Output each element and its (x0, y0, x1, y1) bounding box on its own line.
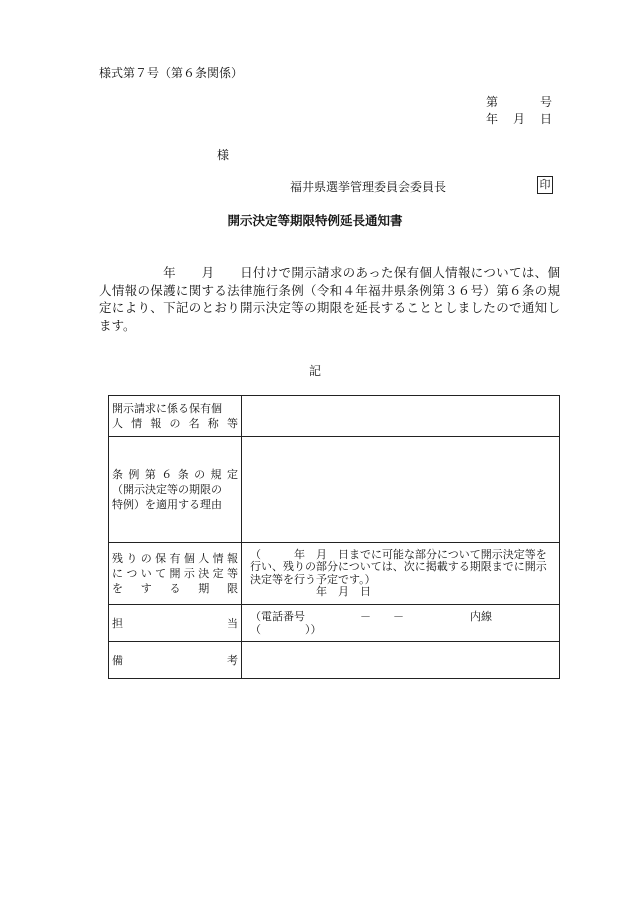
row-label-remaining-period: 残 り の 保 有 個 人 情 報 に つ い て 開 示 決 定 等 を す る 期 限 (109, 543, 242, 605)
table-row (109, 396, 560, 437)
table-row (109, 605, 560, 642)
day-label: 日 (539, 112, 552, 126)
row-label-contact: 担 当 (109, 605, 242, 642)
table-row (109, 543, 560, 605)
info-table (108, 395, 560, 679)
contact-field[interactable]: （電話番号 － － 内線（ ）） (242, 605, 560, 642)
notice-body: 年 月 日付けで開示請求のあった保有個人情報については、個人情報の保護に関する法律施行条例（令和４年福井県条例第３６号）第６条の規定により、下記のとおり開示決定等の期限を延長することとしましたので通知します。 (99, 265, 560, 333)
document-title: 開示決定等期限特例延長通知書 (227, 213, 403, 228)
issue-date (486, 110, 552, 127)
year-label: 年 (486, 112, 499, 126)
form-number: 様式第７号（第６条関係） (99, 66, 244, 80)
table-row (109, 437, 560, 543)
number-suffix: 号 (539, 95, 552, 109)
remaining-period-field[interactable]: （ 年 月 日までに可能な部分について開示決定等を 行い、残りの部分については、次に掲載する期限までに開示 決定等を行う予定です。） 年 月 日 (242, 543, 560, 605)
table-row (109, 642, 560, 679)
month-label: 月 (512, 112, 525, 126)
document-name-field[interactable] (242, 396, 560, 437)
reason-field[interactable] (242, 437, 560, 543)
ki-heading: 記 (308, 364, 321, 378)
row-label-document-name: 開示請求に係る保有個 人 情 報 の 名 称 等 (109, 396, 242, 437)
row-label-reason: 条 例 第 ６ 条 の 規 定 （開示決定等の期限の 特例）を適用する理由 (109, 437, 242, 543)
row-label-remarks: 備 考 (109, 642, 242, 679)
document-number (486, 93, 552, 110)
remarks-field[interactable] (242, 642, 560, 679)
recipient-suffix: 様 (217, 148, 230, 162)
sender-name: 福井県選挙管理委員会委員長 (290, 180, 447, 194)
number-prefix: 第 (486, 95, 499, 109)
seal-mark: 印 (537, 176, 553, 194)
